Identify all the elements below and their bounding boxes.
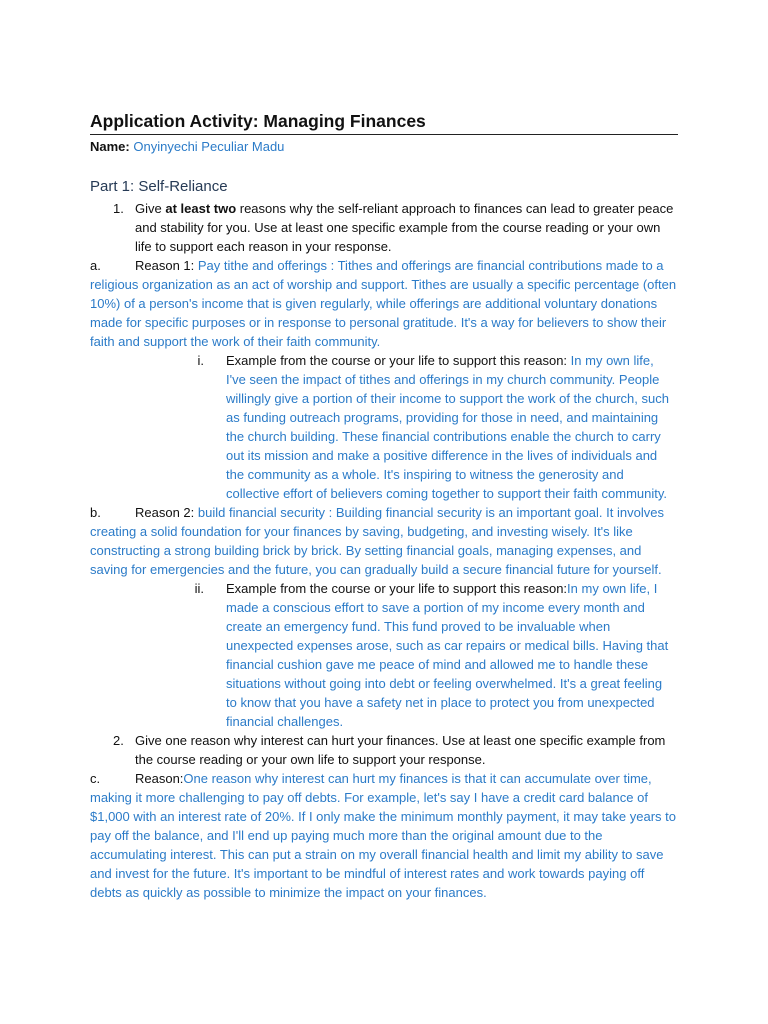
answer-a-label: a. — [90, 258, 101, 273]
example-ii-text: In my own life, I made a conscious effort to save a portion of my income every month and create an emergency fund. This fund proved to be invaluable when unexpected expenses arose, such as car repairs or medical bills. Having that financial cushion gave me peace of mind and allowed me to handle these situations without going into debt or feeling overwhelmed. It's a great feeling to know that you have a safety net in place to protect you from unexpected financial challenges. — [226, 581, 669, 729]
question-2-number: 2. — [113, 733, 124, 748]
title-underline — [90, 134, 678, 135]
answer-a-text: Pay tithe and offerings : Tithes and offerings are financial contributions made to a religious organization as an act of worship and support. Tithes are usually a specific percentage (often 10%) of a person's income that is given regularly, while offerings are additional voluntary donations made for specific purposes or in response to personal gratitude. It's a way for believers to show their faith and support the work of their faith community. — [90, 258, 677, 349]
example-i-text: In my own life, I've seen the impact of tithes and offerings in my church community. People willingly give a portion of their income to support the work of the church, such as funding outreach programs, providing for those in need, and maintaining the church building. These financial contributions enable the church to carry out its mission and make a positive difference in the lives of individuals and the community as a whole. It's inspiring to witness the generosity and collective effort of believers coming together to support their faith community. — [226, 353, 669, 501]
example-ii-label: ii. — [194, 581, 204, 596]
example-i — [90, 351, 678, 503]
question-1-post: reasons why the self-reliant approach to finances can lead to greater peace and stability for you. Use at least one specific example from the course reading or your own life to support each reason in your response. — [135, 201, 674, 254]
question-1 — [90, 199, 678, 256]
document-title: Application Activity: Managing Finances — [90, 111, 426, 131]
question-1-number: 1. — [113, 201, 124, 216]
answer-c-text: One reason why interest can hurt my finances is that it can accumulate over time, making it more challenging to pay off debts. For example, let's say I have a credit card balance of $1,000 with an interest rate of 20%. If I only make the minimum monthly payment, it may take years to pay off the balance, and I'll end up paying much more than the original amount due to the accumulating interest. This can put a strain on my overall financial health and limit my ability to save and invest for the future. It's important to be mindful of interest rates and work towards paying off debts as quickly as possible to minimize the impact on your finances. — [90, 771, 676, 900]
answer-a-prefix: Reason 1: — [135, 258, 198, 273]
question-2 — [90, 731, 678, 769]
example-ii — [90, 579, 678, 731]
answer-a — [90, 256, 678, 351]
example-ii-prefix: Example from the course or your life to support this reason: — [226, 581, 568, 596]
question-1-bold: at least two — [165, 201, 237, 216]
question-1-pre: Give — [135, 201, 166, 216]
answer-b — [90, 503, 678, 579]
answer-b-prefix: Reason 2: — [135, 505, 198, 520]
question-2-text: Give one reason why interest can hurt your finances. Use at least one specific example from the course reading or your own life to support your response. — [135, 733, 666, 767]
name-line: Name: Onyinyechi Peculiar Madu — [90, 139, 285, 154]
name-value: Onyinyechi Peculiar Madu — [133, 139, 285, 154]
example-i-label: i. — [197, 353, 204, 368]
question-1-text — [135, 199, 678, 256]
answer-b-text: build financial security : Building financial security is an important goal. It involves creating a solid foundation for your finances by saving, budgeting, and investing wisely. It's like constructing a strong building brick by brick. By setting financial goals, managing expenses, and saving for emergencies and the future, you can gradually build a secure financial future for yourself. — [90, 505, 664, 577]
part1-heading: Part 1: Self-Reliance — [90, 178, 228, 195]
document-page — [90, 108, 678, 902]
answer-c — [90, 769, 678, 902]
answer-c-prefix: Reason: — [135, 771, 184, 786]
example-i-prefix: Example from the course or your life to support this reason: — [226, 353, 571, 368]
name-label: Name — [90, 139, 126, 154]
answer-b-label: b. — [90, 505, 101, 520]
answer-c-label: c. — [90, 771, 101, 786]
